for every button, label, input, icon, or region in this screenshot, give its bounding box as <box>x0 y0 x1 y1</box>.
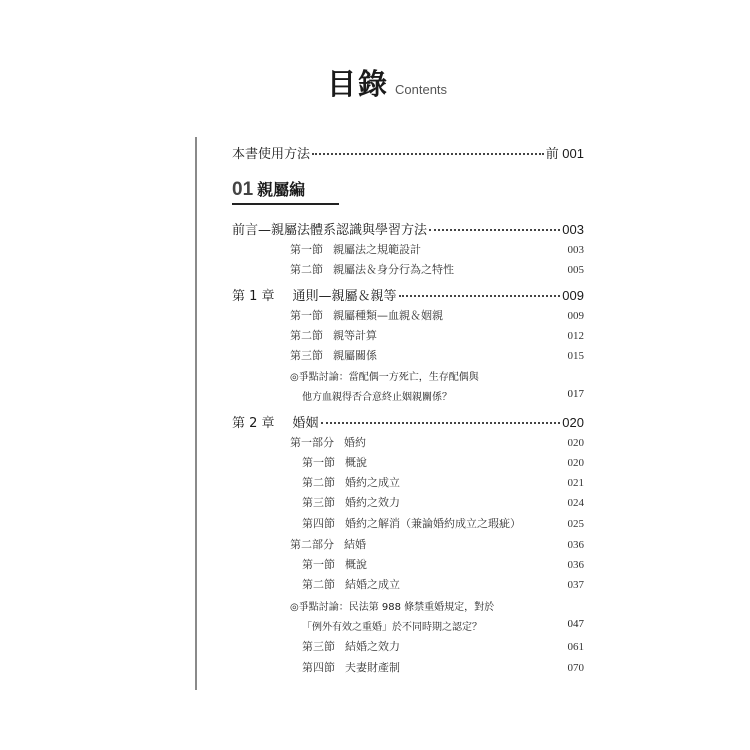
toc-part-2[interactable]: 第二部分 結婚 036 <box>290 538 584 551</box>
toc-intro[interactable] <box>232 219 584 238</box>
toc-label: 結婚之成立 <box>345 578 400 591</box>
section-number: 01 <box>232 179 254 200</box>
toc-item[interactable]: 第二節 親等計算 012 <box>290 329 584 342</box>
toc-page: 020 <box>562 415 584 430</box>
toc-label: 本書使用方法 <box>232 147 311 162</box>
toc-item[interactable]: 第二節 親屬法＆身分行為之特性 005 <box>290 263 584 276</box>
toc-page: 021 <box>567 477 584 489</box>
discussion-line-1: ◎爭點討論：民法第 988 條禁重婚規定，對於 <box>290 602 495 613</box>
toc-label: 親屬種類—血親＆姻親 <box>333 309 443 322</box>
toc-page: 061 <box>567 641 584 653</box>
toc-page: 020 <box>567 457 584 469</box>
toc-label: 前言—親屬法體系認識與學習方法 <box>232 223 428 238</box>
toc-label: 婚約之效力 <box>345 496 400 509</box>
toc-page: 070 <box>567 662 584 674</box>
toc-page: 005 <box>567 264 584 276</box>
toc-page: 009 <box>567 310 584 322</box>
toc-label: 概說 <box>345 558 367 571</box>
toc-label: 通則—親屬＆親等 <box>292 289 397 304</box>
toc-item[interactable]: 第一節 概說 020 <box>302 456 584 469</box>
chapter-number: 第 2 章 <box>232 416 275 431</box>
toc-item[interactable]: 第三節 結婚之效力 061 <box>302 640 584 653</box>
title-sub: Contents <box>395 82 448 97</box>
toc-page: 003 <box>562 222 584 237</box>
toc-label: 結婚 <box>344 538 366 551</box>
toc-page: 037 <box>567 579 584 591</box>
section-name: 親屬編 <box>257 180 306 199</box>
toc-label: 親屬法＆身分行為之特性 <box>333 263 454 276</box>
toc-page: 025 <box>567 518 584 530</box>
toc-page: 009 <box>562 288 584 303</box>
toc-label: 婚約之解消（兼論婚約成立之瑕疵） <box>345 517 521 530</box>
toc-label: 親屬法之規範設計 <box>333 243 421 256</box>
chapter-number: 第 1 章 <box>232 289 275 304</box>
toc-part-1[interactable]: 第一部分 婚約 020 <box>290 436 584 449</box>
toc-page: 017 <box>567 388 584 400</box>
toc-label: 概說 <box>345 456 367 469</box>
toc-preface[interactable] <box>232 143 584 162</box>
leader-dots <box>312 153 544 155</box>
title-main: 目錄 <box>327 67 390 101</box>
toc-page: 前 001 <box>545 146 584 161</box>
toc-item[interactable]: 第一節 概說 036 <box>302 558 584 571</box>
leader-dots <box>399 295 561 297</box>
discussion-line-1: ◎爭點討論：當配偶一方死亡，生存配偶與 <box>290 372 479 383</box>
page-title <box>327 62 447 103</box>
discussion-line-2[interactable]: 他方血親得否合意終止姻親關係？ 017 <box>302 388 584 403</box>
toc-item[interactable]: 第三節 親屬關係 015 <box>290 349 584 362</box>
toc-label: 夫妻財產制 <box>345 661 400 674</box>
toc-item[interactable]: 第四節 夫妻財產制 070 <box>302 661 584 674</box>
toc-label: 親屬關係 <box>333 349 377 362</box>
toc-label: 婚約之成立 <box>345 476 400 489</box>
toc-page: 047 <box>567 618 584 630</box>
toc-label: 婚約 <box>344 436 366 449</box>
toc-page: 036 <box>567 539 584 551</box>
toc-page: 020 <box>567 437 584 449</box>
toc-item[interactable]: 第二節 結婚之成立 037 <box>302 578 584 591</box>
toc-page: 012 <box>567 330 584 342</box>
section-heading <box>232 177 305 201</box>
toc-item[interactable]: 第一節 親屬法之規範設計 003 <box>290 243 584 256</box>
toc-page: 015 <box>567 350 584 362</box>
toc-chapter-2[interactable] <box>232 412 584 431</box>
toc-item[interactable]: 第三節 婚約之效力 024 <box>302 496 584 509</box>
toc-label: 婚姻 <box>292 416 319 431</box>
leader-dots <box>429 229 560 231</box>
toc-page: 036 <box>567 559 584 571</box>
toc-item[interactable]: 第二節 婚約之成立 021 <box>302 476 584 489</box>
toc-label: 結婚之效力 <box>345 640 400 653</box>
discussion-line-2[interactable]: 「例外有效之重婚」於不同時期之認定？ 047 <box>302 618 584 633</box>
vertical-rule <box>195 137 197 690</box>
leader-dots <box>321 422 561 424</box>
section-underline <box>232 203 339 205</box>
toc-item[interactable]: 第一節 親屬種類—血親＆姻親 009 <box>290 309 584 322</box>
toc-label: 親等計算 <box>333 329 377 342</box>
toc-page: 024 <box>567 497 584 509</box>
toc-chapter-1[interactable] <box>232 285 584 304</box>
toc-page: 003 <box>567 244 584 256</box>
toc-item[interactable]: 第四節 婚約之解消（兼論婚約成立之瑕疵） 025 <box>302 517 584 530</box>
